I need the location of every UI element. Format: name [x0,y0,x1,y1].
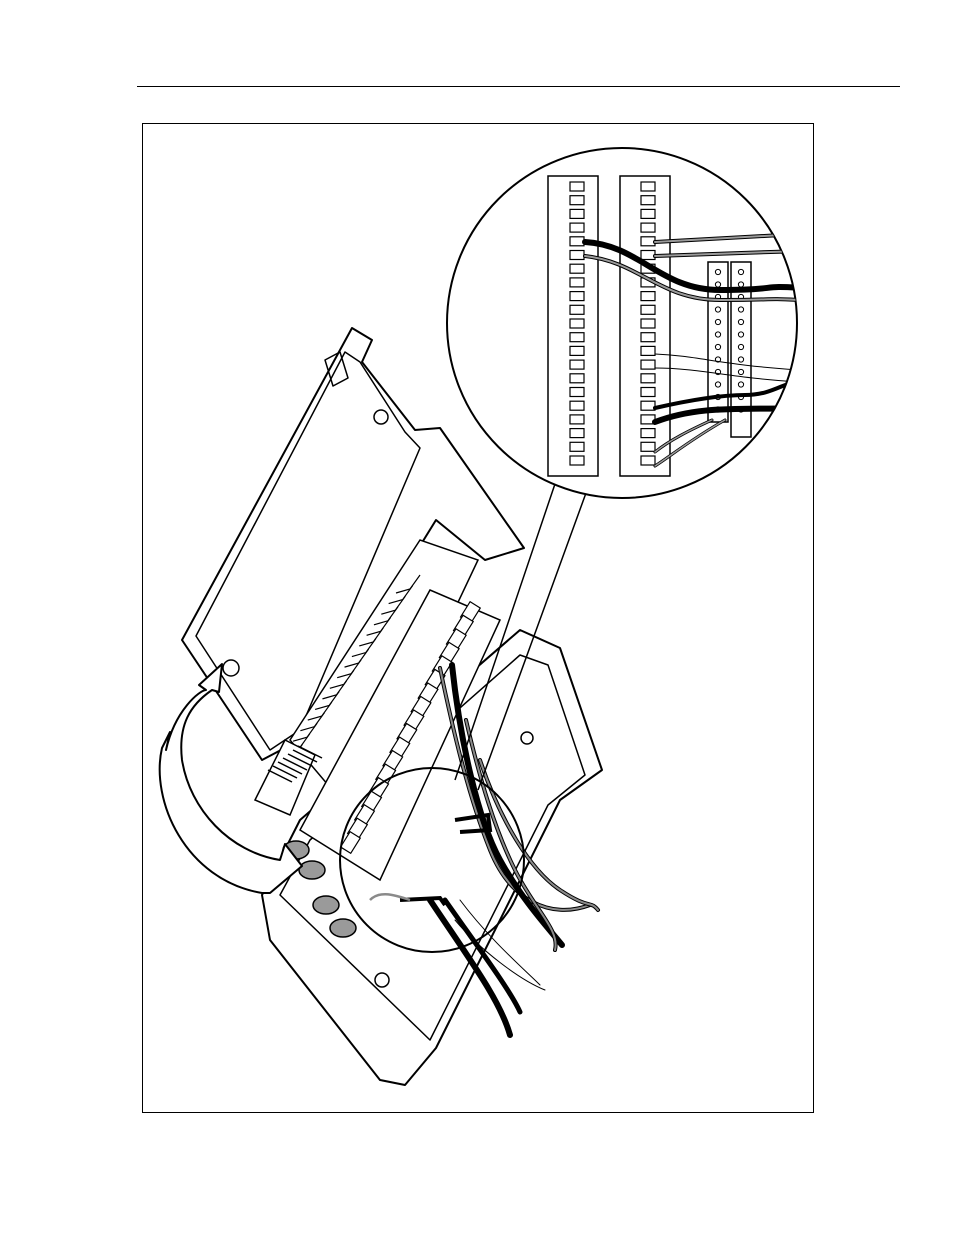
terminal-slot [641,196,655,205]
terminal-slot [570,456,584,465]
terminal-slot [641,388,655,397]
pin-hole [738,282,743,287]
terminal-slot [570,388,584,397]
terminal-slot [570,346,584,355]
terminal-slot [641,346,655,355]
terminal-slot [641,182,655,191]
pin-hole [738,319,743,324]
pin-hole [738,332,743,337]
pin-hole [715,269,720,274]
terminal-slot [641,333,655,342]
terminal-slot [641,305,655,314]
pin-hole [738,382,743,387]
terminal-slot [570,442,584,451]
terminal-slot [570,223,584,232]
terminal-screw-slots-left [570,182,584,465]
pin-hole [715,382,720,387]
pin-hole [715,332,720,337]
terminal-slot [641,292,655,301]
pin-hole [715,344,720,349]
terminal-slot [641,251,655,260]
terminal-slot [641,401,655,410]
terminal-slot [570,319,584,328]
pin-hole [738,369,743,374]
terminal-slot [570,401,584,410]
terminal-slot [641,360,655,369]
base-screw-post [521,732,533,744]
pin-hole [738,307,743,312]
terminal-slot [641,223,655,232]
terminal-slot [570,374,584,383]
terminal-slot [570,415,584,424]
terminal-slot [570,278,584,287]
terminal-slot [570,196,584,205]
pin-hole [715,319,720,324]
pin-hole [738,357,743,362]
pin-hole [738,269,743,274]
terminal-slot [570,251,584,260]
terminal-slot [641,456,655,465]
terminal-slot [570,237,584,246]
terminal-slot [570,305,584,314]
terminal-slot [641,209,655,218]
terminal-slot [641,319,655,328]
terminal-slot [570,333,584,342]
pin-hole [738,344,743,349]
pin-hole [715,282,720,287]
terminal-slot [570,292,584,301]
terminal-slot [641,374,655,383]
terminal-slot [641,442,655,451]
lid-screw-post [223,660,239,676]
lid-screw-post [374,410,388,424]
terminal-slot [570,264,584,273]
base-screw-post [375,973,389,987]
terminal-slot [570,209,584,218]
terminal-slot [641,237,655,246]
terminal-slot [641,429,655,438]
pin-hole [715,307,720,312]
terminal-slot [570,429,584,438]
terminal-slot [570,360,584,369]
terminal-slot [570,182,584,191]
